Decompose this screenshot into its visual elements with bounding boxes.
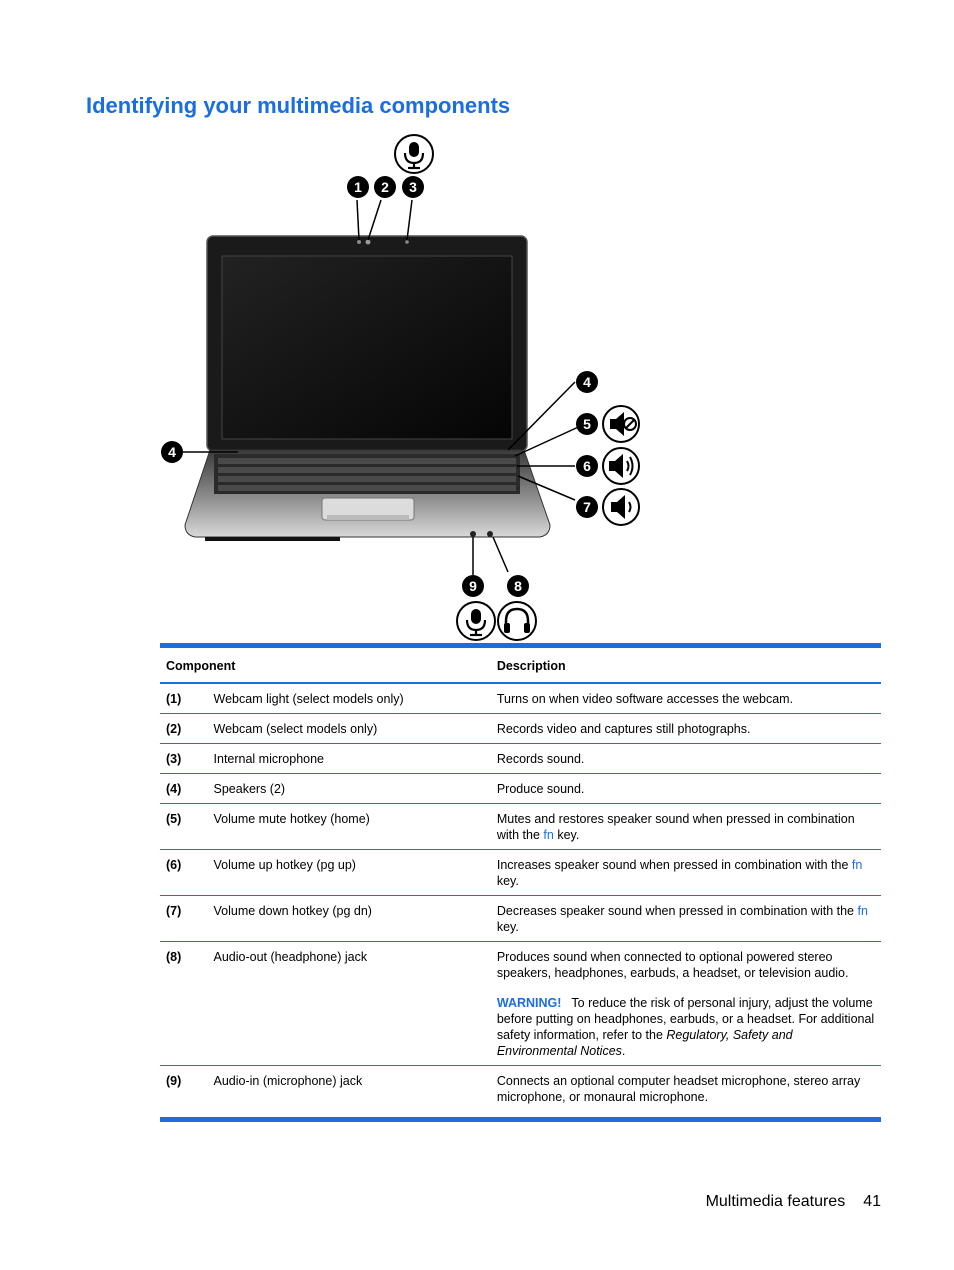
table-row xyxy=(160,774,881,804)
microphone-icon xyxy=(395,135,433,173)
callout-4-left xyxy=(161,441,183,463)
header-component: Component xyxy=(160,646,491,684)
callout-9 xyxy=(462,575,484,597)
table-row xyxy=(160,744,881,774)
svg-text:5: 5 xyxy=(583,416,591,432)
fn-key-link[interactable]: fn xyxy=(851,858,863,872)
row-component: Webcam light (select models only) xyxy=(208,683,491,714)
warning-label: WARNING! xyxy=(496,996,562,1010)
callout-2 xyxy=(374,176,396,198)
row-number: (9) xyxy=(166,1074,182,1088)
svg-text:4: 4 xyxy=(583,374,591,390)
header-description: Description xyxy=(491,646,881,684)
row-component: Volume up hotkey (pg up) xyxy=(208,850,491,896)
row-number: (7) xyxy=(160,896,208,942)
volume-down-icon xyxy=(603,489,639,525)
callout-4-right xyxy=(576,371,598,393)
table-row xyxy=(160,942,881,1066)
laptop-figure xyxy=(150,130,670,645)
table-header-row xyxy=(160,646,881,684)
row-number: (2) xyxy=(160,714,208,744)
callout-8 xyxy=(507,575,529,597)
row-description xyxy=(491,942,881,1066)
svg-text:2: 2 xyxy=(381,179,389,195)
row-number: (6) xyxy=(160,850,208,896)
notice-title: Regulatory, Safety and Environmental Notices xyxy=(496,1028,793,1058)
table-row xyxy=(160,714,881,744)
row-description: Increases speaker sound when pressed in combination with the fn key. xyxy=(491,850,881,896)
row-description: Connects an optional computer headset microphone, stereo array microphone, or monaural microphone. xyxy=(496,1074,861,1104)
row-component: Audio-out (headphone) jack xyxy=(208,942,491,1066)
table-row xyxy=(160,896,881,942)
row-component: Internal microphone xyxy=(208,744,491,774)
row-description: Decreases speaker sound when pressed in combination with the fn key. xyxy=(491,896,881,942)
laptop-display xyxy=(207,236,527,451)
row-component: Audio-in (microphone) jack xyxy=(213,1074,363,1088)
volume-up-icon xyxy=(603,448,639,484)
row-number: (5) xyxy=(160,804,208,850)
svg-text:1: 1 xyxy=(354,179,362,195)
components-table xyxy=(160,643,881,1122)
table-row xyxy=(160,683,881,714)
row-number: (4) xyxy=(160,774,208,804)
row-component: Webcam (select models only) xyxy=(208,714,491,744)
svg-text:6: 6 xyxy=(583,458,591,474)
table-row xyxy=(160,850,881,896)
page-footer xyxy=(706,1193,881,1211)
svg-text:9: 9 xyxy=(469,578,477,594)
row-component: Volume down hotkey (pg dn) xyxy=(208,896,491,942)
row-description: Produce sound. xyxy=(491,774,881,804)
page-title: Identifying your multimedia components xyxy=(86,93,511,118)
row-description: Records sound. xyxy=(491,744,881,774)
svg-text:3: 3 xyxy=(409,179,417,195)
microphone-jack-icon xyxy=(457,602,495,640)
callout-3 xyxy=(402,176,424,198)
svg-text:7: 7 xyxy=(583,499,591,515)
callout-7 xyxy=(576,496,598,518)
table-row xyxy=(160,1066,881,1120)
callout-6 xyxy=(576,455,598,477)
volume-mute-icon xyxy=(603,406,639,442)
row-number: (1) xyxy=(160,683,208,714)
row-component: Volume mute hotkey (home) xyxy=(208,804,491,850)
warning-note: WARNING! To reduce the risk of personal injury, adjust the volume before putting on headphones, earbuds, or a headset. For additional safety information, refer to the Regulatory, Safety and Environmental Notices. xyxy=(496,996,875,1058)
fn-key-link[interactable]: fn xyxy=(857,904,868,918)
description-text: Produces sound when connected to optional powered stereo speakers, headphones, earbuds, a headset, or television audio. xyxy=(496,950,849,980)
row-number: (8) xyxy=(160,942,208,1066)
callout-1 xyxy=(347,176,369,198)
svg-text:8: 8 xyxy=(514,578,522,594)
table-row xyxy=(160,804,881,850)
fn-key-link[interactable]: fn xyxy=(543,828,554,842)
callout-5 xyxy=(576,413,598,435)
row-description: Mutes and restores speaker sound when pressed in combination with the fn key. xyxy=(491,804,881,850)
laptop-base xyxy=(185,450,550,541)
row-number: (3) xyxy=(160,744,208,774)
footer-section: Multimedia features xyxy=(705,1193,846,1210)
headphone-icon xyxy=(498,602,536,640)
page-number: 41 xyxy=(863,1193,881,1210)
row-description: Turns on when video software accesses the webcam. xyxy=(491,683,881,714)
svg-text:4: 4 xyxy=(168,444,176,460)
row-component: Speakers (2) xyxy=(208,774,491,804)
row-description: Records video and captures still photographs. xyxy=(491,714,881,744)
